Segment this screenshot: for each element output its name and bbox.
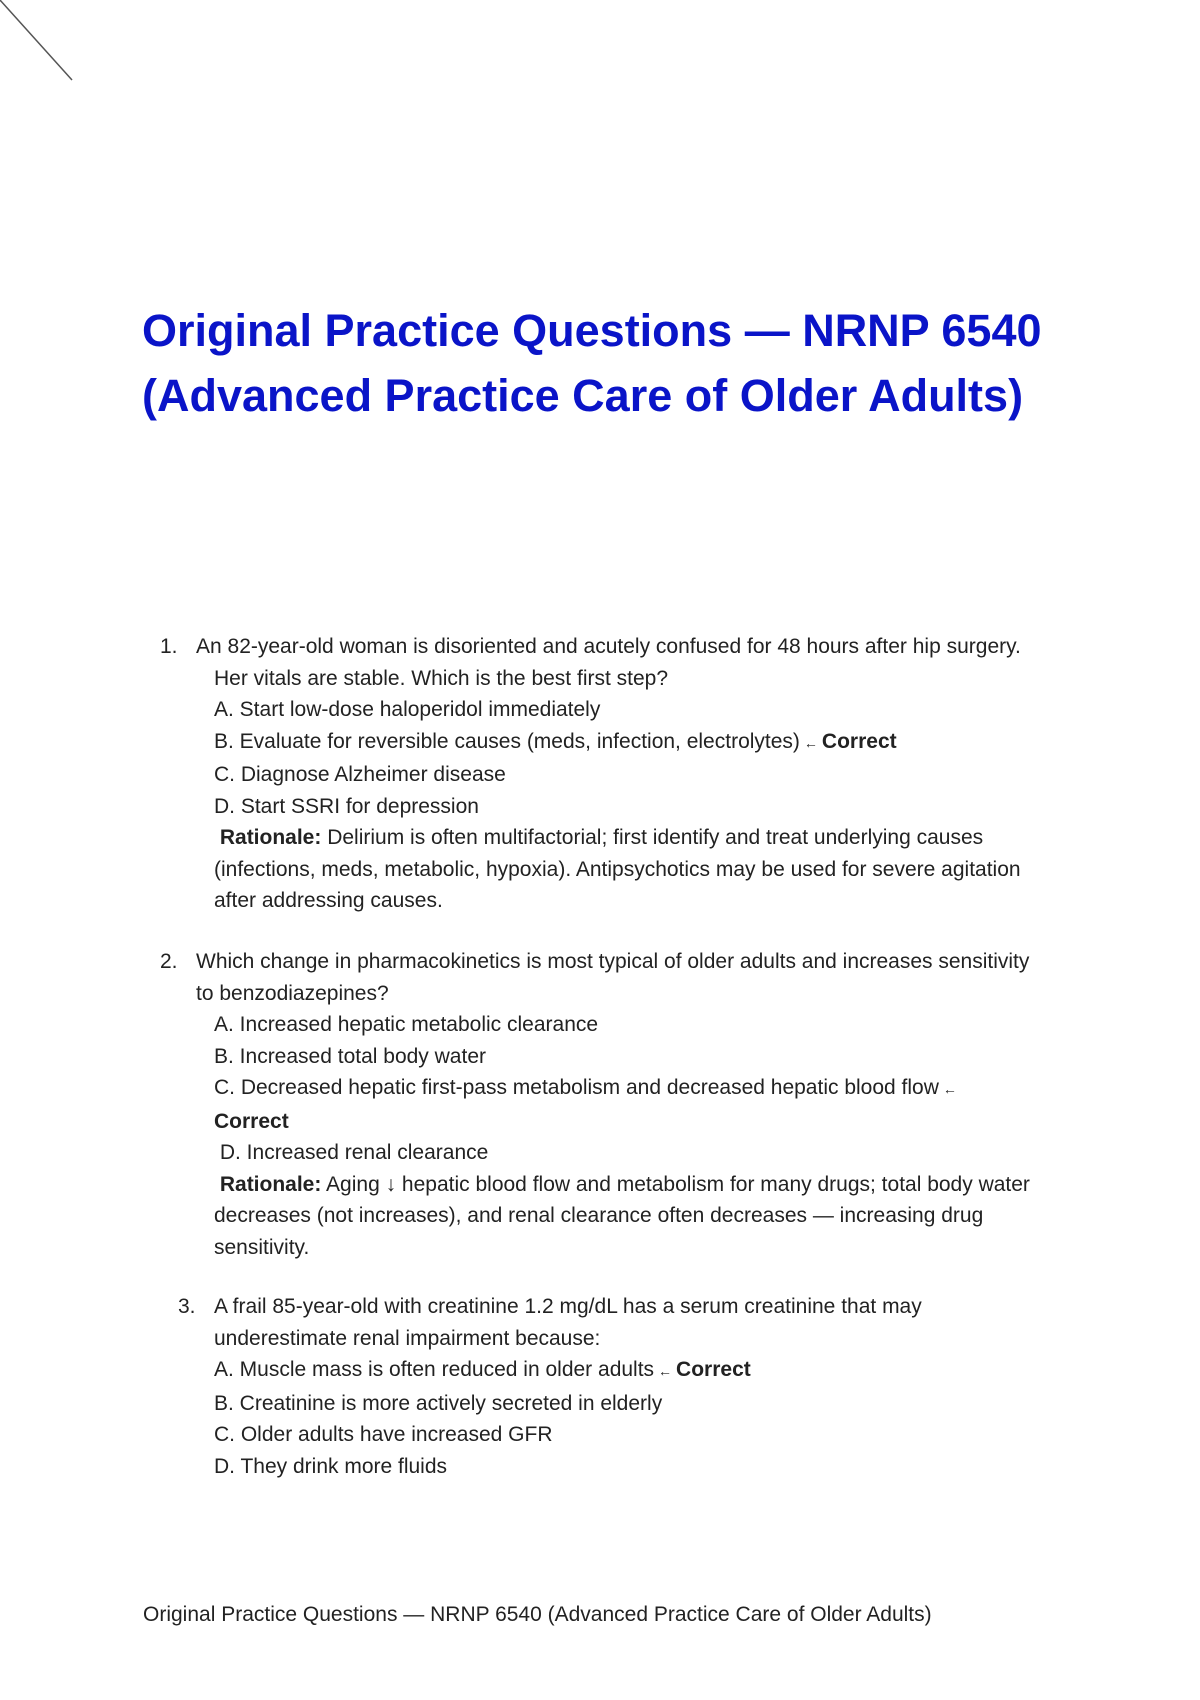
title-line-2: (Advanced Practice Care of Older Adults) (142, 370, 1024, 421)
option-d: D. Start SSRI for depression (214, 794, 479, 818)
question-stem-cont: Her vitals are stable. Which is the best first step? (214, 666, 669, 690)
option-b (196, 726, 1021, 760)
option-d: D. They drink more fluids (214, 1454, 448, 1478)
correct-marker: Correct (676, 1358, 751, 1381)
question-number: 2. (160, 950, 178, 973)
title-line-1: Original Practice Questions — NRNP 6540 (142, 305, 1042, 356)
rationale-cont: sensitivity. (214, 1235, 310, 1259)
rationale-cont: (infections, meds, metabolic, hypoxia). Antipsychotics may be used for severe agitation (214, 857, 1021, 881)
page-title (142, 298, 1102, 428)
page-footer: Original Practice Questions — NRNP 6540 (Advanced Practice Care of Older Adults) (143, 1603, 932, 1626)
option-a-text: A. Muscle mass is often reduced in older adults (214, 1358, 655, 1381)
question-number: 1. (160, 635, 178, 658)
question-1 (160, 631, 1021, 917)
arrow-left-icon: ← (803, 734, 818, 751)
rationale-cont: after addressing causes. (214, 889, 443, 912)
option-b-text: B. Evaluate for reversible causes (meds, infection, electrolytes) (214, 729, 800, 753)
option-d (196, 1137, 1030, 1169)
option-b: B. Increased total body water (214, 1044, 486, 1068)
question-stem: An 82-year-old woman is disoriented and acutely confused for 48 hours after hip surgery. (196, 635, 1021, 658)
correct-marker: Correct (821, 729, 897, 753)
option-a (214, 1354, 922, 1388)
rationale-label: Rationale: (219, 826, 322, 849)
arrow-left-icon: ← (942, 1081, 957, 1097)
option-a: A. Increased hepatic metabolic clearance (214, 1013, 599, 1036)
question-stem-cont: to benzodiazepines? (196, 981, 389, 1005)
option-c: C. Older adults have increased GFR (214, 1423, 553, 1446)
option-c (196, 1072, 1030, 1106)
question-stem: A frail 85-year-old with creatinine 1.2 mg/dL has a serum creatinine that may (214, 1295, 922, 1318)
option-b: B. Creatinine is more actively secreted in elderly (214, 1391, 663, 1415)
rationale (196, 1169, 1030, 1201)
rationale-label: Rationale: (219, 1172, 322, 1196)
question-stem: Which change in pharmacokinetics is most typical of older adults and increases sensitivity (196, 950, 1030, 973)
option-a: A. Start low-dose haloperidol immediately (214, 698, 601, 721)
option-d-text: D. Increased renal clearance (219, 1141, 489, 1164)
question-stem-cont: underestimate renal impairment because: (214, 1326, 601, 1350)
correct-marker: Correct (214, 1109, 289, 1133)
rationale-cont: decreases (not increases), and renal clearance often decreases — increasing drug (214, 1204, 984, 1227)
corner-fold-line (0, 0, 80, 90)
rationale-text: Delirium is often multifactorial; first identify and treat underlying causes (327, 826, 984, 849)
question-number: 3. (178, 1295, 196, 1318)
rationale (196, 822, 1021, 854)
question-3 (178, 1291, 922, 1482)
option-c-text: C. Decreased hepatic first-pass metabolism and decreased hepatic blood flow (214, 1076, 939, 1099)
question-2 (160, 946, 1030, 1263)
arrow-left-icon: ← (658, 1363, 673, 1379)
rationale-text: Aging ↓ hepatic blood flow and metabolism for many drugs; total body water (326, 1172, 1030, 1196)
option-c: C. Diagnose Alzheimer disease (214, 763, 506, 786)
